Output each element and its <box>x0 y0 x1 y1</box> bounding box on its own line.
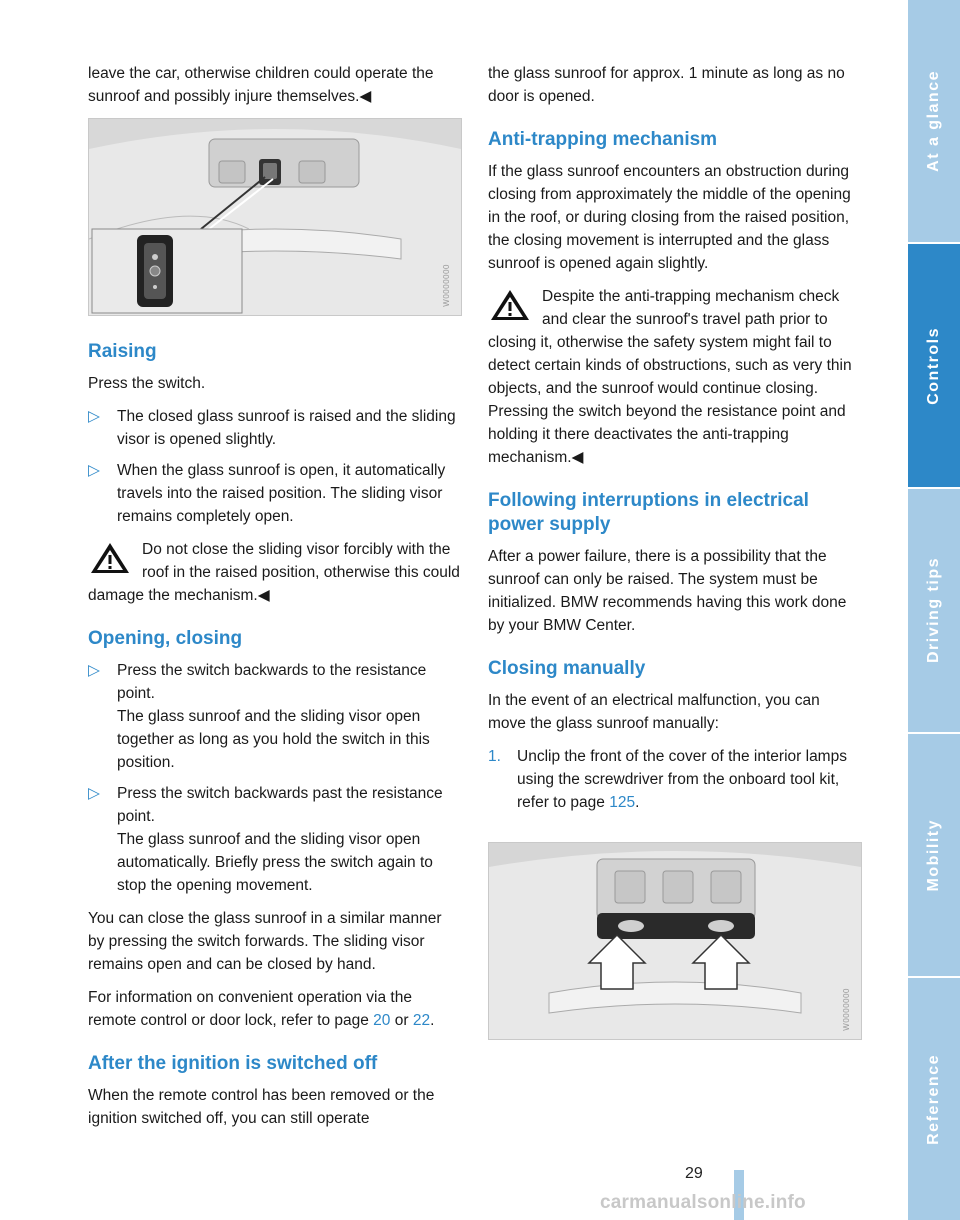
warning-icon <box>88 540 132 576</box>
left-column <box>88 62 461 1140</box>
watermark: carmanualsonline.info <box>600 1192 806 1213</box>
tab-reference[interactable]: Reference <box>925 1053 942 1145</box>
heading-opening-closing: Opening, closing <box>88 628 243 649</box>
page-number: 29 <box>685 1165 703 1182</box>
raising-list <box>88 405 461 528</box>
right-column <box>488 62 861 1064</box>
bullet-marker: ▷ <box>88 662 100 679</box>
opening-para: You can close the glass sunroof in a similar manner by pressing the switch forwards. The sliding visor remains open and can be closed by hand. <box>88 910 442 973</box>
tab-at-a-glance[interactable]: At a glance <box>925 70 942 172</box>
manual-steps <box>488 745 861 814</box>
ignition-text: When the remote control has been removed or the ignition switched off, you can still operate <box>88 1087 435 1127</box>
page-link-125[interactable]: 125 <box>609 794 636 811</box>
interior-lamps-illustration <box>489 843 861 1039</box>
figure-sunroof-switch <box>88 118 462 316</box>
opening-ref-para: For information on convenient operation via the remote control or door lock, refer to page 20 or 22. <box>88 989 435 1029</box>
tab-controls[interactable]: Controls <box>908 244 960 487</box>
warning-anti-trapping: Despite the anti-trapping mechanism check and clear the sunroof's travel path prior to closing it, otherwise the safety system might fail to detect certain kinds of obstructions, such as very thin objects, and the sunroof would continue closing. Pressing the switch beyond the resistance point and holding it there deactivates the anti-trapping mechanism.◀ <box>488 288 852 466</box>
heading-after-ignition: After the ignition is switched off <box>88 1053 378 1074</box>
figure-code: W0000000 <box>442 264 451 307</box>
continued-text: the glass sunroof for approx. 1 minute as long as no door is opened. <box>488 65 845 105</box>
intro-text: leave the car, otherwise children could operate the sunroof and possibly injure themselves.◀ <box>88 65 434 105</box>
heading-anti-trapping: Anti-trapping mechanism <box>488 129 718 150</box>
tab-mobility[interactable]: Mobility <box>925 818 942 892</box>
heading-raising: Raising <box>88 341 157 362</box>
anti-trapping-text: If the glass sunroof encounters an obstruction during closing from approximately the middle of the opening in the roof, or during closing from the raised position, the closing movement is interrupted and the glass sunroof is opened again slightly. <box>488 163 851 272</box>
manual-text: In the event of an electrical malfunction, you can move the glass sunroof manually: <box>488 692 820 732</box>
heading-closing-manually: Closing manually <box>488 658 646 679</box>
tab-driving-tips[interactable]: Driving tips <box>925 557 942 664</box>
step-number: 1. <box>488 748 501 765</box>
power-text: After a power failure, there is a possibility that the sunroof can only be raised. The system must be initialized. BMW recommends having this work done by your BMW Center. <box>488 548 847 634</box>
figure-interior-lamps <box>488 842 862 1040</box>
opening-list <box>88 659 461 897</box>
bullet-marker: ▷ <box>88 785 100 802</box>
raising-text: Press the switch. <box>88 375 206 392</box>
page-link-22[interactable]: 22 <box>412 1012 431 1029</box>
bullet-marker: ▷ <box>88 408 100 425</box>
list-item: ▷ The closed glass sunroof is raised and the sliding visor is opened slightly. <box>88 405 461 451</box>
section-tab-sidebar <box>908 0 960 1220</box>
heading-power-interruptions: Following interruptions in electrical power supply <box>488 490 809 535</box>
list-item: 1. Unclip the front of the cover of the interior lamps using the screwdriver from the onboard tool kit, refer to page 125. <box>488 745 861 814</box>
bullet-marker: ▷ <box>88 462 100 479</box>
warning-icon <box>488 287 532 323</box>
page-link-20[interactable]: 20 <box>373 1012 391 1029</box>
sunroof-switch-illustration <box>89 119 461 315</box>
list-item: ▷ Press the switch backwards past the resistance point. The glass sunroof and the sliding visor open automatically. Briefly press the switch again to stop the opening movement. <box>88 782 461 897</box>
warning-raising: Do not close the sliding visor forcibly with the roof in the raised position, otherwise this could damage the mechanism.◀ <box>88 541 460 604</box>
figure-code: W0000000 <box>842 988 851 1031</box>
list-item: ▷ When the glass sunroof is open, it automatically travels into the raised position. The sliding visor remains completely open. <box>88 459 461 528</box>
list-item: ▷ Press the switch backwards to the resistance point. The glass sunroof and the sliding visor open together as long as you hold the switch in this position. <box>88 659 461 774</box>
